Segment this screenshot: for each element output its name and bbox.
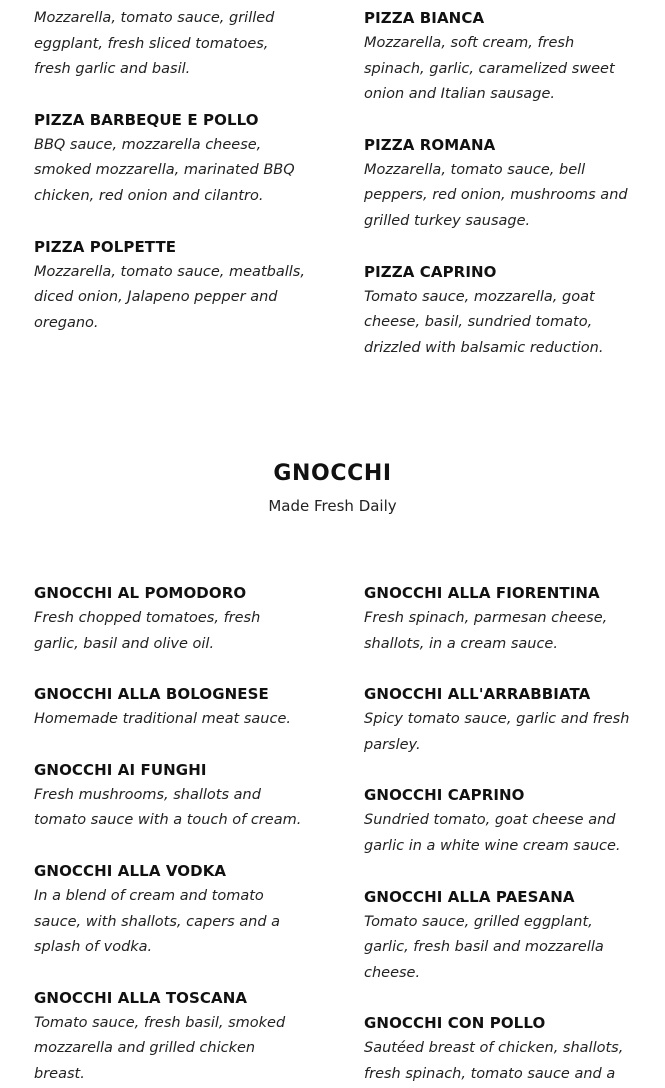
gnocchi-left-column xyxy=(34,581,309,1088)
item-name: GNOCCHI ALLA FIORENTINA xyxy=(364,584,600,602)
pizza-left-column xyxy=(34,6,309,336)
menu-item xyxy=(364,783,639,859)
item-name: PIZZA POLPETTE xyxy=(34,237,177,256)
item-description: Fresh chopped tomatoes, fresh garlic, basil and olive oil. xyxy=(34,610,261,652)
item-name: GNOCCHI AL POMODORO xyxy=(34,584,247,602)
menu-item xyxy=(364,133,639,235)
pizza-right-column xyxy=(364,6,639,361)
menu-item xyxy=(364,885,639,987)
item-name: PIZZA BIANCA xyxy=(364,9,485,27)
section-subtitle: Made Fresh Daily xyxy=(268,497,397,515)
item-name: GNOCCHI AI FUNGHI xyxy=(34,760,207,779)
section-title: GNOCCHI xyxy=(273,461,392,486)
item-description: Sautéed breast of chicken, shallots, fresh spinach, tomato sauce and a xyxy=(364,1040,624,1082)
menu-item xyxy=(34,581,309,657)
item-description: Fresh mushrooms, shallots and tomato sauce with a touch of cream. xyxy=(34,786,302,829)
item-name: PIZZA CAPRINO xyxy=(364,262,497,281)
item-description: Sundried tomato, goat cheese and garlic in a white wine cream sauce. xyxy=(364,812,621,854)
item-name: GNOCCHI ALLA PAESANA xyxy=(364,887,575,906)
item-description: Spicy tomato sauce, garlic and fresh parsley. xyxy=(364,711,630,753)
item-description: Tomato sauce, fresh basil, smoked mozzarella and grilled chicken breast. xyxy=(34,1014,286,1082)
item-name: GNOCCHI ALLA VODKA xyxy=(34,861,227,880)
menu-item xyxy=(34,235,309,337)
menu-item xyxy=(34,682,309,733)
item-description: Tomato sauce, mozzarella, goat cheese, basil, sundried tomato, drizzled with balsamic reduction. xyxy=(364,288,604,356)
item-description: Mozzarella, tomato sauce, grilled eggplant, fresh sliced tomatoes, fresh garlic and basil. xyxy=(34,10,275,78)
menu-item xyxy=(364,581,639,657)
item-name: GNOCCHI CON POLLO xyxy=(364,1014,546,1033)
item-description: BBQ sauce, mozzarella cheese, smoked mozzarella, marinated BBQ chicken, red onion and cilantro. xyxy=(34,136,295,204)
menu-item xyxy=(364,6,639,108)
item-name: PIZZA BARBEQUE E POLLO xyxy=(34,110,259,129)
gnocchi-right-column xyxy=(364,581,639,1088)
menu-item xyxy=(364,1011,639,1087)
item-description: Fresh spinach, parmesan cheese, shallots, in a cream sauce. xyxy=(364,610,608,652)
menu-item xyxy=(34,6,309,83)
item-description: Mozzarella, tomato sauce, meatballs, diced onion, Jalapeno pepper and oregano. xyxy=(34,263,305,331)
item-name: GNOCCHI CAPRINO xyxy=(364,786,525,805)
item-name: PIZZA ROMANA xyxy=(364,135,496,154)
menu-item xyxy=(34,108,309,210)
menu-item xyxy=(364,260,639,362)
item-description: In a blend of cream and tomato sauce, with shallots, capers and a splash of vodka. xyxy=(34,887,281,956)
item-name: GNOCCHI ALLA BOLOGNESE xyxy=(34,685,269,704)
menu-item xyxy=(34,986,309,1088)
menu-item xyxy=(34,758,309,834)
item-description: Mozzarella, tomato sauce, bell peppers, red onion, mushrooms and grilled turkey sausage. xyxy=(364,161,628,229)
item-description: Mozzarella, soft cream, fresh spinach, garlic, caramelized sweet onion and Italian sausage. xyxy=(364,35,615,103)
menu-item xyxy=(34,859,309,961)
item-description: Homemade traditional meat sauce. xyxy=(34,711,291,728)
menu-item xyxy=(364,682,639,758)
item-name: GNOCCHI ALL'ARRABBIATA xyxy=(364,685,591,704)
item-description: Tomato sauce, grilled eggplant, garlic, fresh basil and mozzarella cheese. xyxy=(364,913,604,981)
item-name: GNOCCHI ALLA TOSCANA xyxy=(34,988,248,1007)
